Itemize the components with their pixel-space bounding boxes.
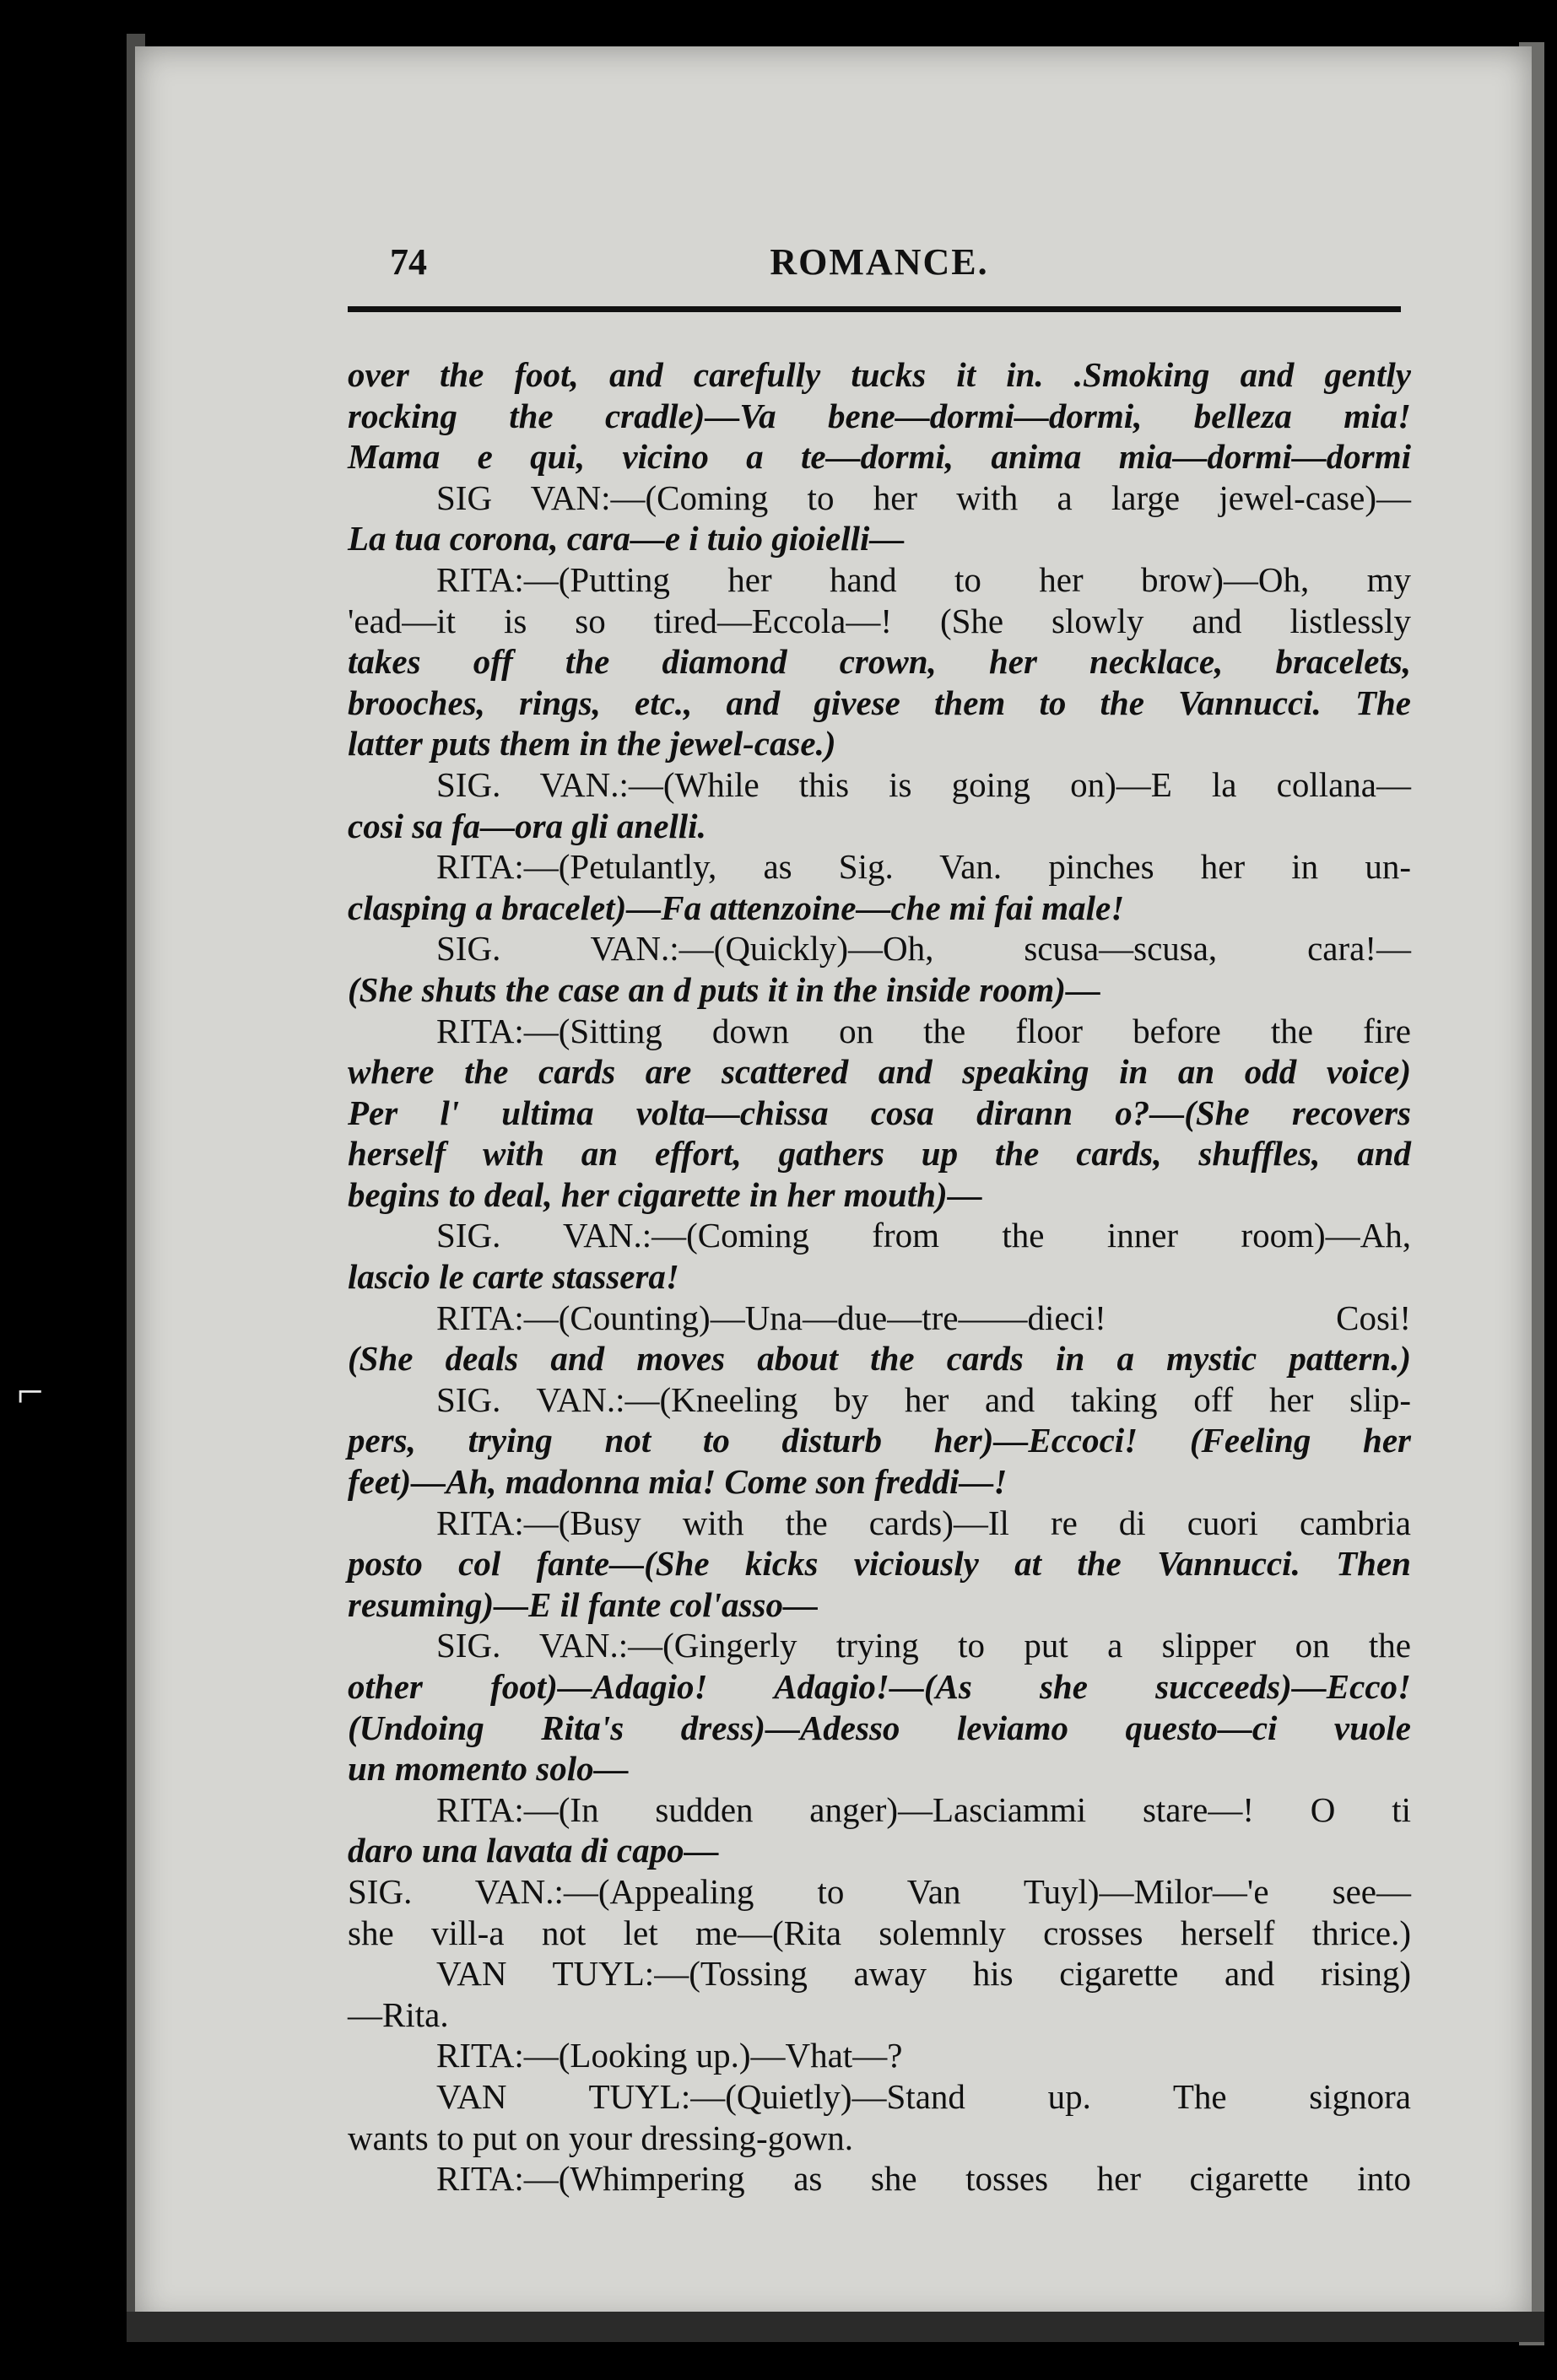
text-line: brooches, rings, etc., and givese them to the Vannucci. The (348, 683, 1411, 722)
text-line: (She deals and moves about the cards in a mystic pattern.) (348, 1339, 1411, 1379)
text-line: SIG. VAN.:—(While this is going on)—E la collana— (436, 764, 1411, 804)
header-rule (348, 306, 1401, 312)
binding-mark-glyph: ⌐ (17, 1366, 44, 1418)
text-line: RITA:—(Sitting down on the floor before the fire (436, 1011, 1411, 1050)
text-line: un momento solo— (348, 1749, 629, 1789)
text-line: pers, trying not to disturb her)—Eccoci! (Feeling her (348, 1421, 1411, 1460)
text-line: VAN TUYL:—(Quietly)—Stand up. The signora (436, 2076, 1411, 2116)
text-line: RITA:—(Counting)—Una—due—tre——dieci! Cosi! (436, 1298, 1411, 1337)
text-line: herself with an effort, gathers up the cards, shuffles, and (348, 1134, 1411, 1174)
text-line: RITA:—(Petulantly, as Sig. Van. pinches her in un- (436, 847, 1411, 887)
text-line: (She shuts the case an d puts it in the inside room)— (348, 969, 1100, 1009)
text-line: posto col fante—(She kicks viciously at the Vannucci. Then (348, 1544, 1411, 1584)
text-line: RITA:—(Whimpering as she tosses her cigarette into (436, 2159, 1411, 2199)
text-line: begins to deal, her cigarette in her mouth)— (348, 1174, 982, 1214)
running-head: ROMANCE. (770, 241, 989, 283)
text-line: cosi sa fa—ora gli anelli. (348, 806, 706, 845)
text-line: latter puts them in the jewel-case.) (348, 724, 836, 764)
text-line: Mama e qui, vicino a te—dormi, anima mia—dormi—dormi (348, 437, 1411, 477)
text-line: SIG. VAN.:—(Coming from the inner room)—Ah, (436, 1216, 1411, 1255)
text-line: La tua corona, cara—e i tuio gioielli— (348, 519, 905, 559)
text-line: daro una lavata di capo— (348, 1831, 719, 1870)
text-line: takes off the diamond crown, her necklace, bracelets, (348, 642, 1411, 682)
text-line: VAN TUYL:—(Tossing away his cigarette and rising) (436, 1954, 1411, 1994)
text-line: RITA:—(In sudden anger)—Lasciammi stare—! O ti (436, 1789, 1411, 1829)
text-line: SIG VAN:—(Coming to her with a large jewel-case)— (436, 478, 1411, 517)
text-line: clasping a bracelet)—Fa attenzoine—che mi fai male! (348, 888, 1125, 927)
text-line: resuming)—E il fante col'asso— (348, 1584, 818, 1624)
text-line: —Rita. (348, 1994, 449, 2034)
page-number: 74 (390, 241, 427, 283)
text-line: rocking the cradle)—Va bene—dormi—dormi, belleza mia! (348, 396, 1411, 435)
text-line: SIG. VAN.:—(Quickly)—Oh, scusa—scusa, cara!— (436, 929, 1411, 969)
text-line: other foot)—Adagio! Adagio!—(As she succeeds)—Ecco! (348, 1667, 1411, 1706)
text-line: feet)—Ah, madonna mia! Come son freddi—! (348, 1462, 1008, 1502)
text-line: 'ead—it is so tired—Eccola—! (She slowly and listlessly (348, 601, 1411, 640)
page-header (348, 240, 1411, 308)
page-body-text (348, 354, 1411, 2199)
text-line: (Undoing Rita's dress)—Adesso leviamo questo—ci vuole (348, 1708, 1411, 1747)
text-line: RITA:—(Putting her hand to her brow)—Oh, my (436, 559, 1411, 599)
text-line: SIG. VAN.:—(Gingerly trying to put a slipper on the (436, 1626, 1411, 1665)
text-line: she vill-a not let me—(Rita solemnly crosses herself thrice.) (348, 1913, 1411, 1952)
text-line: RITA:—(Busy with the cards)—Il re di cuori cambria (436, 1503, 1411, 1542)
text-line: over the foot, and carefully tucks it in. .Smoking and gently (348, 355, 1411, 394)
text-line: where the cards are scattered and speaking in an odd voice) (348, 1052, 1411, 1092)
text-line: wants to put on your dressing-gown. (348, 2118, 854, 2157)
text-line: SIG. VAN.:—(Kneeling by her and taking off her slip- (436, 1379, 1411, 1419)
page-edge-bottom (127, 2312, 1544, 2342)
text-line: lascio le carte stassera! (348, 1257, 679, 1297)
text-line: SIG. VAN.:—(Appealing to Van Tuyl)—Milor—'e see— (348, 1871, 1411, 1911)
text-line: Per l' ultima volta—chissa cosa dirann o?—(She recovers (348, 1093, 1411, 1132)
text-line: RITA:—(Looking up.)—Vhat—? (436, 2036, 903, 2075)
